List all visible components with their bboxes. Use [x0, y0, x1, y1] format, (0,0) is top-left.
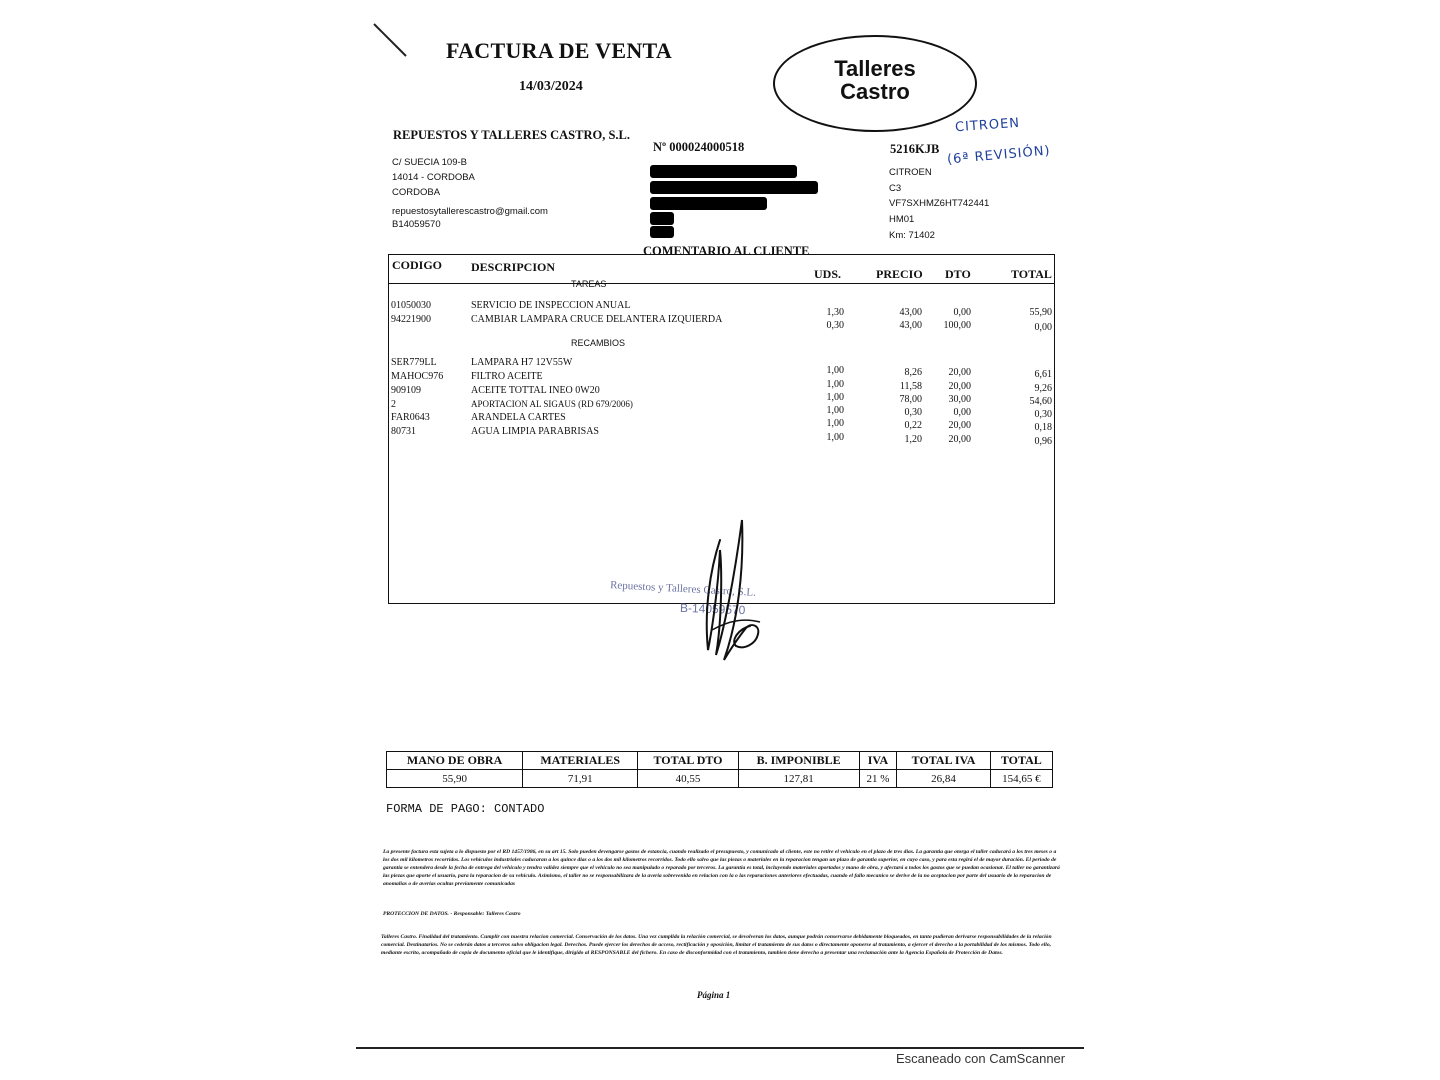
cell-total: 6,61 — [1034, 369, 1052, 380]
cell-descripcion: ARANDELA CARTES — [471, 412, 566, 423]
cell-precio: 11,58 — [899, 381, 922, 392]
totals-header: MATERIALES — [523, 752, 638, 770]
cell-dto: 20,00 — [948, 367, 971, 378]
cell-total: 9,26 — [1034, 383, 1052, 394]
company-stamp: Repuestos y Talleres Castro, S.L. — [609, 579, 757, 599]
company-email: repuestosytallerescastro@gmail.com — [392, 206, 548, 217]
handwritten-make: CITROEN — [954, 115, 1021, 136]
invoice-date: 14/03/2024 — [519, 79, 583, 94]
cell-precio: 43,00 — [899, 307, 922, 318]
cell-codigo: FAR0643 — [391, 412, 430, 423]
totals-value: 55,90 — [387, 770, 523, 788]
cell-total: 0,18 — [1034, 422, 1052, 433]
vehicle-code: HM01 — [889, 214, 915, 225]
vehicle-make: CITROEN — [889, 167, 932, 178]
scanner-footer: Escaneado con CamScanner — [896, 1051, 1066, 1066]
header-uds: UDS. — [814, 267, 842, 281]
totals-header: B. IMPONIBLE — [738, 752, 859, 770]
data-protection-title: PROTECCION DE DATOS. - Responsable: Talleres Castro — [383, 911, 521, 917]
section-recambios: RECAMBIOS — [571, 338, 626, 348]
table-row — [389, 300, 1054, 318]
cell-precio: 78,00 — [899, 394, 922, 405]
cell-total: 55,90 — [1029, 307, 1052, 318]
totals-value: 154,65 € — [990, 770, 1052, 788]
logo-line-2: Castro — [840, 79, 910, 104]
company-cif: B14059570 — [392, 219, 441, 230]
header-descripcion: DESCRIPCION — [471, 260, 556, 274]
cell-total: 0,00 — [1034, 322, 1052, 333]
totals-value: 127,81 — [738, 770, 859, 788]
cell-codigo: 94221900 — [391, 314, 431, 325]
cell-descripcion: APORTACION AL SIGAUS (RD 679/2006) — [471, 399, 633, 409]
company-address-1: C/ SUECIA 109-B — [392, 157, 467, 168]
header-codigo: CODIGO — [392, 258, 443, 272]
invoice-number: Nº 000024000518 — [653, 140, 745, 154]
cell-codigo: MAHOC976 — [391, 371, 444, 382]
redaction-bar — [650, 181, 818, 194]
cell-total: 54,60 — [1029, 396, 1052, 407]
totals-value: 71,91 — [523, 770, 638, 788]
totals-header: TOTAL IVA — [897, 752, 990, 770]
redaction-bar — [650, 212, 674, 225]
totals-header-row — [387, 752, 1053, 770]
cell-dto: 20,00 — [948, 434, 971, 445]
cell-uds: 0,30 — [826, 320, 844, 331]
header-total: TOTAL — [1011, 267, 1052, 281]
redaction-bar — [650, 165, 797, 178]
totals-value: 26,84 — [897, 770, 990, 788]
section-tareas: TAREAS — [571, 279, 607, 289]
cell-uds: 1,00 — [826, 418, 844, 429]
cell-dto: 0,00 — [953, 407, 971, 418]
redaction-bar — [650, 197, 767, 210]
document-title: FACTURA DE VENTA — [446, 38, 673, 63]
cell-precio: 0,22 — [904, 420, 922, 431]
cell-descripcion: CAMBIAR LAMPARA CRUCE DELANTERA IZQUIERDA — [471, 314, 723, 325]
cell-codigo: 2 — [391, 399, 396, 410]
data-protection-text: Talleres Castro. Finalidad del tratamiento. Cumplir con nuestra relacion comercial. Conservación de los datos. Una vez cumplida la relación comercial, se devolveran los datos, aunque podrán conservarse debidamente bloqueados, en tanto pudieran derivarse responsabilidades de la relación comercial. Destinatarios. No se cederán datos a terceros salvo obligacion legal. Derechos. Puede ejercer los derechos de acceso, rectificación y oposición, limitar el tratamiento de sus datos o directamente oponerse al tratamiento, a ejercer el derecho a la portabilidad de los mismos. Todo ello, mediante escrito, acompañado de copia de documento oficial que le identifique, dirigido al RESPONSABLE del fichero. En caso de disconformidad con el tratamiento, tambien tiene derecho a presentar una reclamación ante la Agencia Española de Protección de Datos. — [381, 934, 1052, 956]
payment-method: FORMA DE PAGO: CONTADO — [386, 802, 545, 816]
company-address-2: 14014 - CORDOBA — [392, 172, 475, 183]
company-name: REPUESTOS Y TALLERES CASTRO, S.L. — [393, 128, 630, 142]
vehicle-km: Km: 71402 — [889, 230, 935, 241]
header-precio: PRECIO — [876, 267, 923, 281]
header-divider — [389, 283, 1054, 284]
pen-mark — [370, 20, 410, 60]
vehicle-plate: 5216KJB — [890, 142, 940, 156]
cell-precio: 1,20 — [904, 434, 922, 445]
logo-line-1: Talleres — [834, 56, 916, 81]
totals-header: IVA — [859, 752, 897, 770]
table-row — [389, 426, 1054, 447]
cell-dto: 20,00 — [948, 420, 971, 431]
totals-value: 21 % — [859, 770, 897, 788]
cell-precio: 0,30 — [904, 407, 922, 418]
page-number: Página 1 — [697, 990, 731, 1000]
cell-uds: 1,00 — [826, 365, 844, 376]
totals-header: TOTAL DTO — [638, 752, 738, 770]
cell-codigo: 80731 — [391, 426, 416, 437]
vehicle-vin: VF7SXHMZ6HT742441 — [889, 198, 990, 209]
cell-uds: 1,00 — [826, 379, 844, 390]
cell-precio: 8,26 — [904, 367, 922, 378]
signature — [690, 510, 780, 670]
cell-total: 0,96 — [1034, 436, 1052, 447]
totals-table — [386, 751, 1053, 788]
totals-value: 40,55 — [638, 770, 738, 788]
company-logo — [773, 35, 977, 132]
table-row — [389, 314, 1054, 333]
cell-uds: 1,30 — [826, 307, 844, 318]
cell-dto: 20,00 — [948, 381, 971, 392]
cell-descripcion: SERVICIO DE INSPECCION ANUAL — [471, 300, 631, 311]
redaction-bar — [650, 226, 674, 238]
totals-header: TOTAL — [990, 752, 1052, 770]
totals-header: MANO DE OBRA — [387, 752, 523, 770]
cell-precio: 43,00 — [899, 320, 922, 331]
cell-total: 0,30 — [1034, 409, 1052, 420]
vehicle-model: C3 — [889, 183, 902, 194]
cell-uds: 1,00 — [826, 405, 844, 416]
comment-label: COMENTARIO AL CLIENTE — [643, 244, 810, 258]
cell-descripcion: ACEITE TOTTAL INEO 0W20 — [471, 385, 600, 396]
cell-uds: 1,00 — [826, 432, 844, 443]
legal-terms: La presente factura esta sujeta a lo dispuesto por el RD 1457/1986, en su art 15. Solo pueden devengarse gastos de estancia, cuando realizado el presupuesto, y comunicado al cliente, este no retire el vehiculo en el plazo de tres dias. La garantia que otorga el taller caducará a los tres meses o a los dos mil kilometros recorridos. Los vehiculos industriales caducaran a los quince dias o a los dos mil kilometros recorridos. Todo ello salvo que las piezas o materiales en la reparacion tengan un plazo de garantia superior, en cuyo caso, y para esta regirá el de mayor duración. El periodo de garantia se entendera desde la fecha de entrega del vehiculo y tendra validez siempre que el vehiculo no sea manipulado o reparado por terceros. La garantia es total, incluyendo materiales aportados y mano de obra, y afectará a todos los gastos que se puedan ocasionar. El taller no garantizará las piezas que aporte el usuario, para la reparacion de su vehiculo. Asimismo, el taller no se responsabilizara de la averia sobrevenida en relacion con la o las reparaciones anteriores efectuadas, cuando el fallo mecanico se derive de la no aceptacion por parte del usuario de la reparacion de anomalias o de averias ocultas previamente comunicadas — [383, 849, 1060, 887]
cell-dto: 100,00 — [943, 320, 971, 331]
company-city: CORDOBA — [392, 187, 441, 198]
cell-codigo: 01050030 — [391, 300, 431, 311]
cell-descripcion: LAMPARA H7 12V55W — [471, 357, 573, 368]
handwritten-revision: (6ª REVISIÓN) — [946, 143, 1052, 168]
header-dto: DTO — [945, 267, 971, 281]
cell-descripcion: FILTRO ACEITE — [471, 371, 543, 382]
cell-codigo: SER779LL — [391, 357, 437, 368]
totals-value-row — [387, 770, 1053, 788]
cell-uds: 1,00 — [826, 392, 844, 403]
cell-descripcion: AGUA LIMPIA PARABRISAS — [471, 426, 599, 437]
cell-codigo: 909109 — [391, 385, 421, 396]
cell-dto: 0,00 — [953, 307, 971, 318]
stamp-cif: B-14059570 — [679, 600, 746, 618]
cell-dto: 30,00 — [948, 394, 971, 405]
